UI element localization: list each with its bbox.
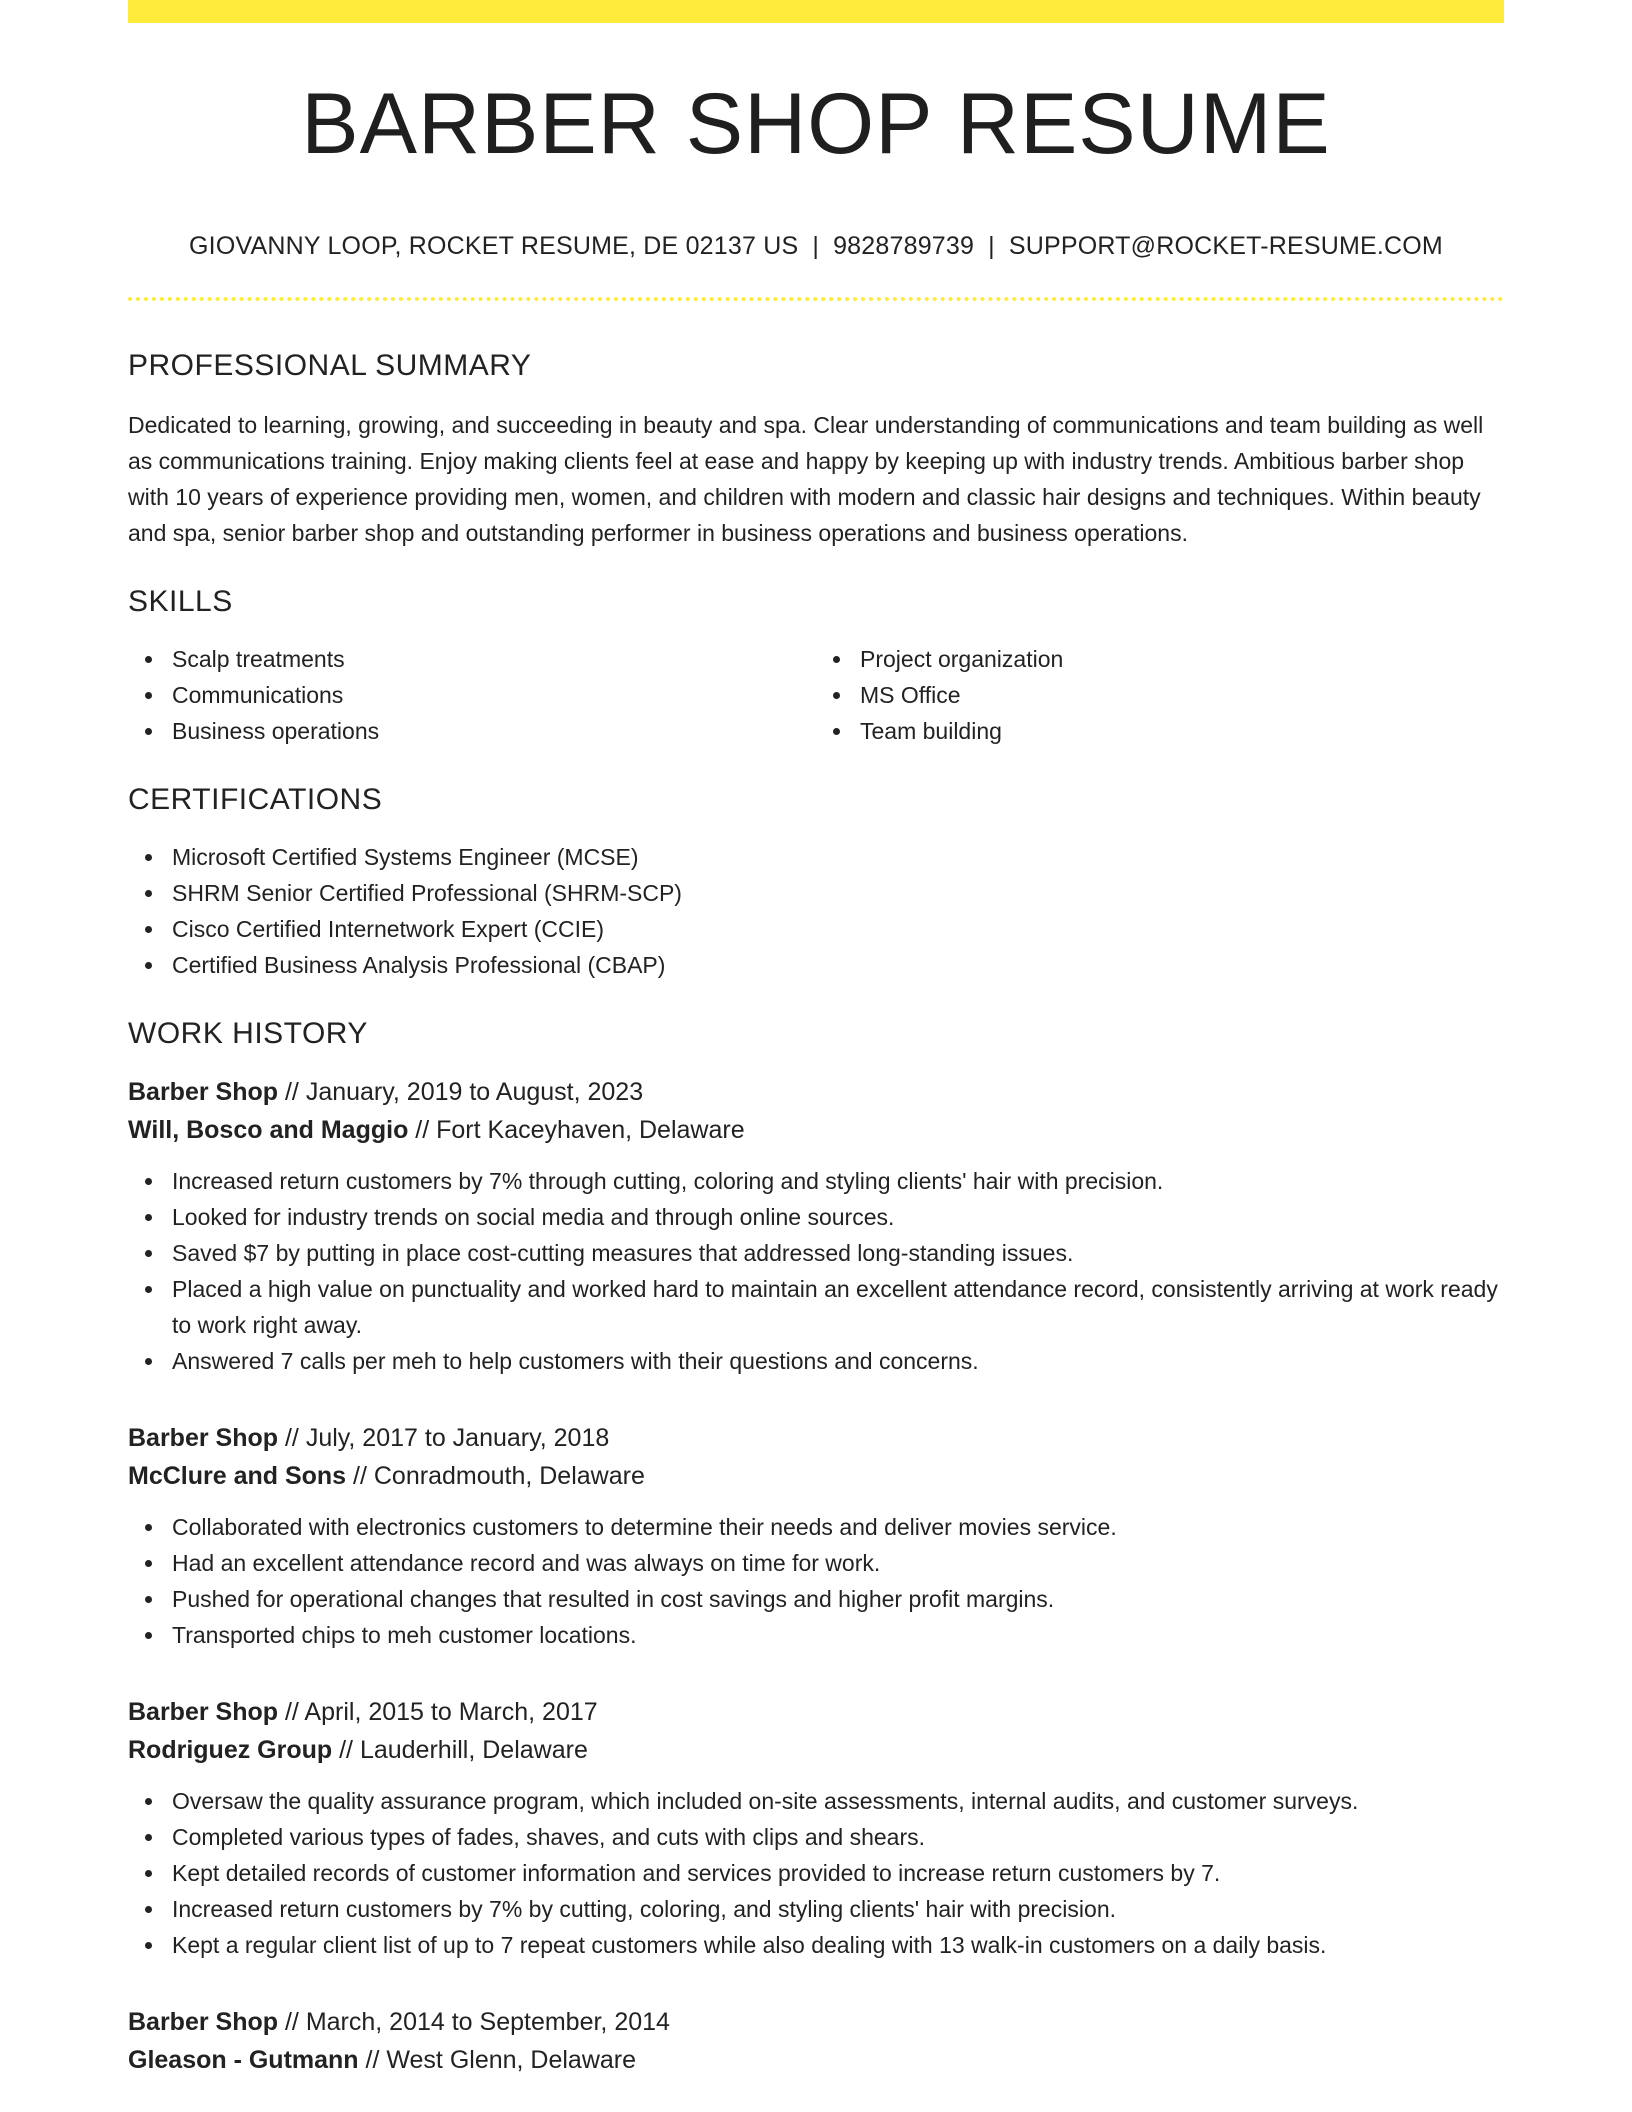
job-bullet: Kept a regular client list of up to 7 repeat customers while also dealing with 13 walk-in customers on a daily basis. [172, 1927, 1504, 1963]
job-bullet: Kept detailed records of customer information and services provided to increase return customers by 7. [172, 1855, 1504, 1891]
job-entry [128, 1073, 1504, 1379]
accent-top-bar [128, 0, 1504, 23]
job-bullet: Transported chips to meh customer locations. [172, 1617, 1504, 1653]
job-bullet: Pushed for operational changes that resulted in cost savings and higher profit margins. [172, 1581, 1504, 1617]
contact-separator: | [988, 232, 995, 260]
certification-item: Microsoft Certified Systems Engineer (MCSE) [172, 839, 1504, 875]
job-entry [128, 1419, 1504, 1653]
job-dates: // January, 2019 to August, 2023 [278, 1078, 644, 1106]
job-entry [128, 2003, 1504, 2079]
summary-text: Dedicated to learning, growing, and succeeding in beauty and spa. Clear understanding of communications and team building as well as communications training. Enjoy making clients feel at ease and happy by keeping up with industry trends. Ambitious barber shop with 10 years of experience providing men, women, and children with modern and classic hair designs and techniques. Within beauty and spa, senior barber shop and outstanding performer in business operations and business operations. [128, 412, 1484, 546]
job-bullet: Had an excellent attendance record and was always on time for work. [172, 1545, 1504, 1581]
job-company: Will, Bosco and Maggio [128, 1116, 409, 1144]
skill-item: Project organization [860, 641, 1504, 677]
resume-page [128, 0, 1504, 2079]
job-company: Gleason - Gutmann [128, 2046, 359, 2074]
work-history-heading: WORK HISTORY [128, 1017, 368, 1050]
job-bullet: Placed a high value on punctuality and worked hard to maintain an excellent attendance record, consistently arriving at work ready to work right away. [172, 1271, 1504, 1343]
resume-title: BARBER SHOP RESUME [301, 76, 1331, 172]
job-bullet: Increased return customers by 7% by cutting, coloring, and styling clients' hair with precision. [172, 1891, 1504, 1927]
summary-section [128, 351, 1504, 551]
job-company-line [128, 1731, 1504, 1769]
job-company-line [128, 1457, 1504, 1495]
certification-item: SHRM Senior Certified Professional (SHRM-SCP) [172, 875, 1504, 911]
job-bullet: Collaborated with electronics customers to determine their needs and deliver movies service. [172, 1509, 1504, 1545]
job-dates: // April, 2015 to March, 2017 [278, 1698, 598, 1726]
contact-phone: 9828789739 [833, 232, 975, 260]
job-bullet: Saved $7 by putting in place cost-cutting measures that addressed long-standing issues. [172, 1235, 1504, 1271]
job-title-line [128, 2003, 1504, 2041]
certification-item: Cisco Certified Internetwork Expert (CCIE) [172, 911, 1504, 947]
contact-separator: | [812, 232, 820, 260]
certifications-heading: CERTIFICATIONS [128, 783, 383, 816]
summary-heading: PROFESSIONAL SUMMARY [128, 349, 532, 382]
contact-address: GIOVANNY LOOP, ROCKET RESUME, DE 02137 US [189, 232, 799, 260]
certifications-section [128, 785, 1504, 983]
job-bullet: Looked for industry trends on social media and through online sources. [172, 1199, 1504, 1235]
skill-item: Communications [172, 677, 816, 713]
job-title-line [128, 1693, 1504, 1731]
job-company-line [128, 1111, 1504, 1149]
job-title-line [128, 1419, 1504, 1457]
job-title: Barber Shop [128, 1078, 279, 1106]
skills-heading: SKILLS [128, 585, 233, 618]
skill-item: MS Office [860, 677, 1504, 713]
job-company: Rodriguez Group [128, 1736, 333, 1764]
job-bullet: Oversaw the quality assurance program, which included on-site assessments, internal audits, and customer surveys. [172, 1783, 1504, 1819]
skills-column-right [816, 641, 1504, 749]
certification-item: Certified Business Analysis Professional (CBAP) [172, 947, 1504, 983]
job-location: // Conradmouth, Delaware [346, 1462, 645, 1490]
skills-section [128, 587, 1504, 749]
job-bullet: Answered 7 calls per meh to help customers with their questions and concerns. [172, 1343, 1504, 1379]
job-location: // West Glenn, Delaware [358, 2046, 637, 2074]
job-company-line [128, 2041, 1504, 2079]
skill-item: Scalp treatments [172, 641, 816, 677]
job-title: Barber Shop [128, 1698, 279, 1726]
skills-column-left [128, 641, 816, 749]
job-bullet: Completed various types of fades, shaves, and cuts with clips and shears. [172, 1819, 1504, 1855]
job-location: // Fort Kaceyhaven, Delaware [408, 1116, 745, 1144]
contact-email: SUPPORT@ROCKET-RESUME.COM [1008, 232, 1443, 260]
contact-line [128, 234, 1504, 259]
job-company: McClure and Sons [128, 1462, 347, 1490]
job-title: Barber Shop [128, 1424, 279, 1452]
skill-item: Business operations [172, 713, 816, 749]
job-bullet: Increased return customers by 7% through cutting, coloring and styling clients' hair with precision. [172, 1163, 1504, 1199]
skills-columns [128, 641, 1504, 749]
job-title-line [128, 1073, 1504, 1111]
job-title: Barber Shop [128, 2008, 279, 2036]
skill-item: Team building [860, 713, 1504, 749]
work-history-section [128, 1019, 1504, 2079]
dotted-divider [128, 297, 1504, 301]
job-location: // Lauderhill, Delaware [332, 1736, 588, 1764]
job-entry [128, 1693, 1504, 1963]
job-dates: // March, 2014 to September, 2014 [278, 2008, 670, 2036]
job-dates: // July, 2017 to January, 2018 [278, 1424, 610, 1452]
